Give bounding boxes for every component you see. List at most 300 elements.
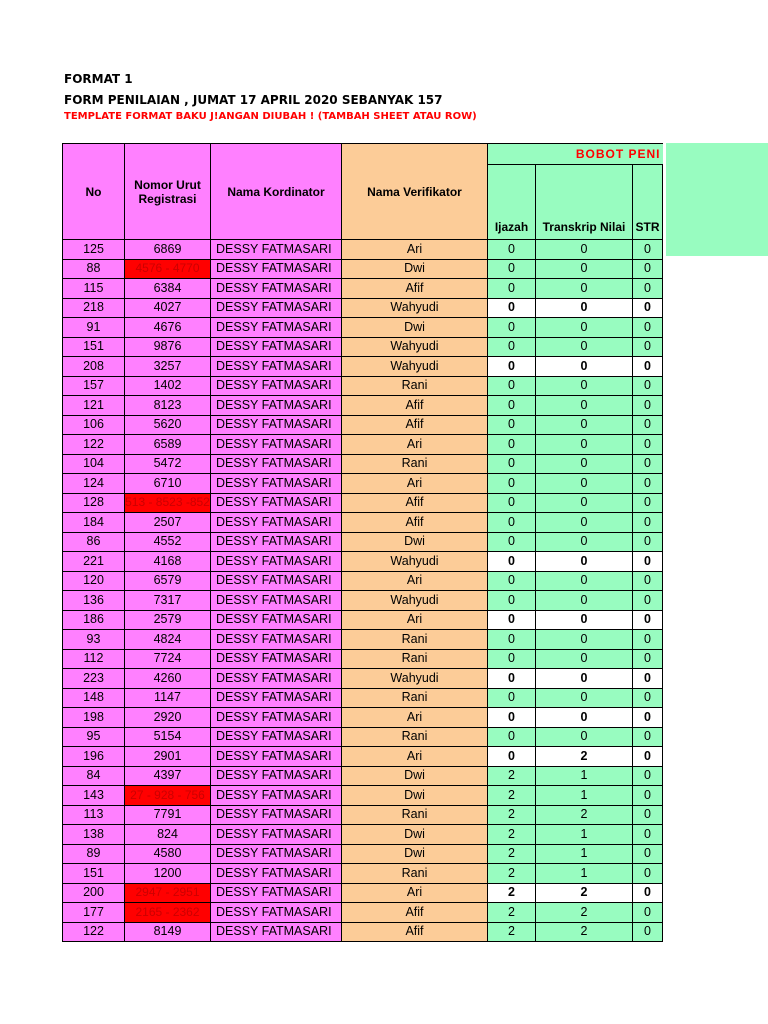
cell-verifikator: Wahyudi	[342, 669, 488, 689]
cell-registrasi: 4824	[125, 630, 211, 650]
cell-verifikator: Dwi	[342, 318, 488, 338]
cell-ijazah: 0	[488, 727, 536, 747]
cell-ijazah: 0	[488, 708, 536, 728]
cell-transkrip: 0	[536, 552, 633, 572]
cell-verifikator: Dwi	[342, 766, 488, 786]
cell-verifikator: Ari	[342, 708, 488, 728]
cell-verifikator: Dwi	[342, 532, 488, 552]
table-row	[63, 747, 663, 767]
cell-kordinator: DESSY FATMASARI	[211, 259, 342, 279]
cell-kordinator: DESSY FATMASARI	[211, 493, 342, 513]
cell-transkrip: 0	[536, 318, 633, 338]
cell-kordinator: DESSY FATMASARI	[211, 415, 342, 435]
cell-ijazah: 2	[488, 883, 536, 903]
cell-kordinator: DESSY FATMASARI	[211, 766, 342, 786]
cell-transkrip: 0	[536, 279, 633, 299]
cell-kordinator: DESSY FATMASARI	[211, 474, 342, 494]
table-row	[63, 630, 663, 650]
cell-no: 143	[63, 786, 125, 806]
table-row	[63, 591, 663, 611]
cell-str: 0	[633, 805, 663, 825]
cell-str: 0	[633, 532, 663, 552]
cell-str: 0	[633, 552, 663, 572]
cell-no: 138	[63, 825, 125, 845]
cell-ijazah: 2	[488, 766, 536, 786]
cell-transkrip: 0	[536, 708, 633, 728]
cell-transkrip: 0	[536, 591, 633, 611]
cell-no: 112	[63, 649, 125, 669]
cell-kordinator: DESSY FATMASARI	[211, 298, 342, 318]
cell-ijazah: 0	[488, 513, 536, 533]
table-row	[63, 669, 663, 689]
cell-str: 0	[633, 922, 663, 942]
cell-str: 0	[633, 376, 663, 396]
cell-str: 0	[633, 415, 663, 435]
cell-verifikator: Ari	[342, 435, 488, 455]
table-row	[63, 786, 663, 806]
cell-ijazah: 0	[488, 747, 536, 767]
cell-ijazah: 0	[488, 591, 536, 611]
header-kordinator: Nama Kordinator	[211, 144, 342, 240]
cell-verifikator: Dwi	[342, 786, 488, 806]
cell-registrasi: 9876	[125, 337, 211, 357]
cell-transkrip: 0	[536, 240, 633, 260]
penilaian-table	[62, 143, 663, 942]
cell-transkrip: 0	[536, 357, 633, 377]
cell-str: 0	[633, 708, 663, 728]
cell-no: 120	[63, 571, 125, 591]
cell-transkrip: 0	[536, 415, 633, 435]
cell-transkrip: 0	[536, 454, 633, 474]
cell-registrasi: 5154	[125, 727, 211, 747]
cell-verifikator: Dwi	[342, 259, 488, 279]
cell-ijazah: 0	[488, 649, 536, 669]
cell-verifikator: Wahyudi	[342, 298, 488, 318]
cell-verifikator: Ari	[342, 474, 488, 494]
cell-no: 151	[63, 864, 125, 884]
table-row	[63, 357, 663, 377]
cell-ijazah: 0	[488, 688, 536, 708]
cell-kordinator: DESSY FATMASARI	[211, 279, 342, 299]
table-row	[63, 805, 663, 825]
cell-str: 0	[633, 591, 663, 611]
cell-registrasi: 2947 - 2951	[125, 883, 211, 903]
cell-verifikator: Ari	[342, 571, 488, 591]
cell-str: 0	[633, 766, 663, 786]
cell-kordinator: DESSY FATMASARI	[211, 513, 342, 533]
cell-kordinator: DESSY FATMASARI	[211, 669, 342, 689]
cell-str: 0	[633, 240, 663, 260]
cell-str: 0	[633, 435, 663, 455]
cell-ijazah: 0	[488, 552, 536, 572]
cell-transkrip: 0	[536, 376, 633, 396]
cell-transkrip: 0	[536, 727, 633, 747]
table-row	[63, 825, 663, 845]
cell-transkrip: 0	[536, 259, 633, 279]
cell-str: 0	[633, 318, 663, 338]
cell-transkrip: 1	[536, 786, 633, 806]
cell-str: 0	[633, 259, 663, 279]
table-row	[63, 571, 663, 591]
cell-registrasi: 4168	[125, 552, 211, 572]
cell-kordinator: DESSY FATMASARI	[211, 435, 342, 455]
cell-no: 122	[63, 435, 125, 455]
cell-registrasi: 2920	[125, 708, 211, 728]
table-row	[63, 435, 663, 455]
cell-no: 95	[63, 727, 125, 747]
cell-no: 121	[63, 396, 125, 416]
cell-no: 91	[63, 318, 125, 338]
cell-registrasi: 4552	[125, 532, 211, 552]
cell-no: 128	[63, 493, 125, 513]
cell-registrasi: 513 - 8523 -852	[125, 493, 211, 513]
cell-registrasi: 824	[125, 825, 211, 845]
cell-ijazah: 0	[488, 571, 536, 591]
cell-ijazah: 2	[488, 903, 536, 923]
cell-kordinator: DESSY FATMASARI	[211, 337, 342, 357]
table-row	[63, 396, 663, 416]
format-label: FORMAT 1	[64, 72, 133, 86]
cell-str: 0	[633, 610, 663, 630]
cell-str: 0	[633, 825, 663, 845]
cell-registrasi: 2901	[125, 747, 211, 767]
cell-registrasi: 1147	[125, 688, 211, 708]
cell-no: 221	[63, 552, 125, 572]
table-row	[63, 883, 663, 903]
cell-no: 124	[63, 474, 125, 494]
cell-kordinator: DESSY FATMASARI	[211, 649, 342, 669]
header-ijazah: Ijazah	[488, 165, 536, 240]
table-row	[63, 532, 663, 552]
cell-str: 0	[633, 883, 663, 903]
cell-transkrip: 1	[536, 844, 633, 864]
cell-transkrip: 0	[536, 532, 633, 552]
cell-verifikator: Dwi	[342, 844, 488, 864]
cell-str: 0	[633, 279, 663, 299]
cell-transkrip: 0	[536, 630, 633, 650]
cell-no: 198	[63, 708, 125, 728]
cell-no: 177	[63, 903, 125, 923]
cell-ijazah: 0	[488, 240, 536, 260]
cell-no: 200	[63, 883, 125, 903]
cell-verifikator: Rani	[342, 454, 488, 474]
cell-kordinator: DESSY FATMASARI	[211, 688, 342, 708]
cell-no: 184	[63, 513, 125, 533]
cell-kordinator: DESSY FATMASARI	[211, 591, 342, 611]
table-row	[63, 513, 663, 533]
cell-registrasi: 4576 - 4770	[125, 259, 211, 279]
cell-ijazah: 0	[488, 532, 536, 552]
cell-registrasi: 2579	[125, 610, 211, 630]
cell-registrasi: 4397	[125, 766, 211, 786]
cell-registrasi: 2507	[125, 513, 211, 533]
cell-verifikator: Ari	[342, 610, 488, 630]
cell-str: 0	[633, 727, 663, 747]
cell-str: 0	[633, 474, 663, 494]
cell-transkrip: 2	[536, 805, 633, 825]
cell-no: 196	[63, 747, 125, 767]
cell-kordinator: DESSY FATMASARI	[211, 630, 342, 650]
table-row	[63, 552, 663, 572]
cell-transkrip: 0	[536, 571, 633, 591]
cell-str: 0	[633, 571, 663, 591]
cell-ijazah: 2	[488, 844, 536, 864]
cell-registrasi: 4027	[125, 298, 211, 318]
header-verifikator: Nama Verifikator	[342, 144, 488, 240]
cell-registrasi: 6869	[125, 240, 211, 260]
cell-verifikator: Dwi	[342, 825, 488, 845]
header-str: STR	[633, 165, 663, 240]
table-row	[63, 708, 663, 728]
cell-str: 0	[633, 649, 663, 669]
cell-no: 104	[63, 454, 125, 474]
cell-ijazah: 0	[488, 298, 536, 318]
cell-kordinator: DESSY FATMASARI	[211, 571, 342, 591]
cell-kordinator: DESSY FATMASARI	[211, 240, 342, 260]
table-row	[63, 493, 663, 513]
cell-transkrip: 2	[536, 747, 633, 767]
cell-str: 0	[633, 513, 663, 533]
cell-transkrip: 0	[536, 669, 633, 689]
cell-str: 0	[633, 903, 663, 923]
table-row	[63, 727, 663, 747]
cell-verifikator: Afif	[342, 903, 488, 923]
table-row	[63, 922, 663, 942]
cell-verifikator: Afif	[342, 493, 488, 513]
cell-no: 148	[63, 688, 125, 708]
cell-no: 93	[63, 630, 125, 650]
cell-str: 0	[633, 493, 663, 513]
cell-kordinator: DESSY FATMASARI	[211, 903, 342, 923]
cell-no: 151	[63, 337, 125, 357]
cell-verifikator: Rani	[342, 376, 488, 396]
table-row	[63, 240, 663, 260]
cell-verifikator: Rani	[342, 688, 488, 708]
cell-registrasi: 5620	[125, 415, 211, 435]
cell-verifikator: Afif	[342, 922, 488, 942]
cell-no: 106	[63, 415, 125, 435]
cell-str: 0	[633, 357, 663, 377]
cell-verifikator: Wahyudi	[342, 552, 488, 572]
table-row	[63, 298, 663, 318]
template-warning: TEMPLATE FORMAT BAKU J!ANGAN DIUBAH ! (TAMBAH SHEET ATAU ROW)	[64, 111, 477, 122]
cell-kordinator: DESSY FATMASARI	[211, 357, 342, 377]
cell-registrasi: 6579	[125, 571, 211, 591]
cell-ijazah: 2	[488, 786, 536, 806]
form-title: FORM PENILAIAN , JUMAT 17 APRIL 2020 SEBANYAK 157	[64, 93, 443, 107]
table-row	[63, 337, 663, 357]
cell-ijazah: 0	[488, 630, 536, 650]
cell-no: 136	[63, 591, 125, 611]
cell-transkrip: 0	[536, 337, 633, 357]
cell-transkrip: 1	[536, 766, 633, 786]
cell-no: 113	[63, 805, 125, 825]
cell-verifikator: Rani	[342, 727, 488, 747]
cell-registrasi: 27 - 928 - 756	[125, 786, 211, 806]
cell-str: 0	[633, 688, 663, 708]
cell-registrasi: 7791	[125, 805, 211, 825]
header-transkrip: Transkrip Nilai	[536, 165, 633, 240]
cell-ijazah: 0	[488, 396, 536, 416]
cell-no: 84	[63, 766, 125, 786]
cell-verifikator: Afif	[342, 396, 488, 416]
cell-verifikator: Rani	[342, 630, 488, 650]
cell-verifikator: Afif	[342, 513, 488, 533]
cell-registrasi: 8149	[125, 922, 211, 942]
cell-ijazah: 2	[488, 825, 536, 845]
cell-kordinator: DESSY FATMASARI	[211, 708, 342, 728]
cell-transkrip: 0	[536, 513, 633, 533]
cell-registrasi: 4676	[125, 318, 211, 338]
cell-registrasi: 5472	[125, 454, 211, 474]
cell-kordinator: DESSY FATMASARI	[211, 552, 342, 572]
cell-transkrip: 1	[536, 825, 633, 845]
cell-transkrip: 0	[536, 396, 633, 416]
table-row	[63, 318, 663, 338]
cell-kordinator: DESSY FATMASARI	[211, 805, 342, 825]
cell-ijazah: 2	[488, 922, 536, 942]
cell-ijazah: 0	[488, 454, 536, 474]
cell-registrasi: 6589	[125, 435, 211, 455]
cell-registrasi: 8123	[125, 396, 211, 416]
cell-kordinator: DESSY FATMASARI	[211, 786, 342, 806]
table-row	[63, 454, 663, 474]
cell-no: 122	[63, 922, 125, 942]
cell-transkrip: 0	[536, 610, 633, 630]
cell-registrasi: 7317	[125, 591, 211, 611]
cell-ijazah: 0	[488, 357, 536, 377]
bobot-header-extension	[666, 143, 768, 256]
cell-no: 208	[63, 357, 125, 377]
table-row	[63, 415, 663, 435]
cell-verifikator: Wahyudi	[342, 591, 488, 611]
table-row	[63, 474, 663, 494]
cell-kordinator: DESSY FATMASARI	[211, 454, 342, 474]
cell-transkrip: 2	[536, 922, 633, 942]
cell-transkrip: 2	[536, 883, 633, 903]
cell-registrasi: 6384	[125, 279, 211, 299]
cell-no: 186	[63, 610, 125, 630]
cell-ijazah: 0	[488, 318, 536, 338]
cell-transkrip: 0	[536, 474, 633, 494]
cell-kordinator: DESSY FATMASARI	[211, 825, 342, 845]
cell-registrasi: 2165 - 2362	[125, 903, 211, 923]
cell-verifikator: Rani	[342, 864, 488, 884]
cell-registrasi: 3257	[125, 357, 211, 377]
cell-str: 0	[633, 747, 663, 767]
cell-kordinator: DESSY FATMASARI	[211, 532, 342, 552]
table-row	[63, 610, 663, 630]
table-row	[63, 844, 663, 864]
cell-kordinator: DESSY FATMASARI	[211, 318, 342, 338]
cell-kordinator: DESSY FATMASARI	[211, 844, 342, 864]
cell-str: 0	[633, 786, 663, 806]
cell-kordinator: DESSY FATMASARI	[211, 922, 342, 942]
cell-verifikator: Wahyudi	[342, 337, 488, 357]
table-row	[63, 766, 663, 786]
cell-registrasi: 1200	[125, 864, 211, 884]
table-row	[63, 864, 663, 884]
cell-transkrip: 0	[536, 649, 633, 669]
cell-no: 88	[63, 259, 125, 279]
table-row	[63, 279, 663, 299]
cell-no: 86	[63, 532, 125, 552]
cell-no: 115	[63, 279, 125, 299]
cell-transkrip: 0	[536, 493, 633, 513]
cell-verifikator: Wahyudi	[342, 357, 488, 377]
cell-ijazah: 2	[488, 864, 536, 884]
cell-ijazah: 0	[488, 493, 536, 513]
cell-no: 125	[63, 240, 125, 260]
cell-registrasi: 6710	[125, 474, 211, 494]
cell-ijazah: 0	[488, 376, 536, 396]
table-row	[63, 688, 663, 708]
cell-transkrip: 0	[536, 688, 633, 708]
cell-registrasi: 1402	[125, 376, 211, 396]
cell-transkrip: 2	[536, 903, 633, 923]
cell-kordinator: DESSY FATMASARI	[211, 747, 342, 767]
cell-kordinator: DESSY FATMASARI	[211, 396, 342, 416]
cell-ijazah: 0	[488, 337, 536, 357]
header-nomor-urut: Nomor Urut Registrasi	[125, 144, 211, 240]
cell-verifikator: Afif	[342, 415, 488, 435]
cell-ijazah: 0	[488, 669, 536, 689]
table-row	[63, 259, 663, 279]
cell-kordinator: DESSY FATMASARI	[211, 727, 342, 747]
table-row	[63, 649, 663, 669]
cell-no: 157	[63, 376, 125, 396]
cell-str: 0	[633, 630, 663, 650]
cell-ijazah: 0	[488, 279, 536, 299]
cell-str: 0	[633, 454, 663, 474]
table-row	[63, 376, 663, 396]
cell-registrasi: 4580	[125, 844, 211, 864]
cell-kordinator: DESSY FATMASARI	[211, 864, 342, 884]
cell-ijazah: 0	[488, 474, 536, 494]
cell-ijazah: 0	[488, 610, 536, 630]
header-no: No	[63, 144, 125, 240]
cell-verifikator: Rani	[342, 805, 488, 825]
cell-verifikator: Ari	[342, 240, 488, 260]
table-row	[63, 903, 663, 923]
cell-registrasi: 4260	[125, 669, 211, 689]
cell-ijazah: 2	[488, 805, 536, 825]
cell-kordinator: DESSY FATMASARI	[211, 883, 342, 903]
cell-str: 0	[633, 864, 663, 884]
cell-ijazah: 0	[488, 415, 536, 435]
cell-str: 0	[633, 669, 663, 689]
header-bobot: BOBOT PENI	[488, 144, 663, 165]
cell-verifikator: Rani	[342, 649, 488, 669]
cell-str: 0	[633, 396, 663, 416]
cell-registrasi: 7724	[125, 649, 211, 669]
cell-transkrip: 0	[536, 298, 633, 318]
cell-kordinator: DESSY FATMASARI	[211, 376, 342, 396]
cell-str: 0	[633, 298, 663, 318]
cell-ijazah: 0	[488, 435, 536, 455]
cell-no: 218	[63, 298, 125, 318]
cell-str: 0	[633, 844, 663, 864]
cell-no: 223	[63, 669, 125, 689]
cell-ijazah: 0	[488, 259, 536, 279]
cell-transkrip: 1	[536, 864, 633, 884]
cell-transkrip: 0	[536, 435, 633, 455]
cell-kordinator: DESSY FATMASARI	[211, 610, 342, 630]
cell-verifikator: Afif	[342, 279, 488, 299]
cell-no: 89	[63, 844, 125, 864]
cell-str: 0	[633, 337, 663, 357]
cell-verifikator: Ari	[342, 883, 488, 903]
